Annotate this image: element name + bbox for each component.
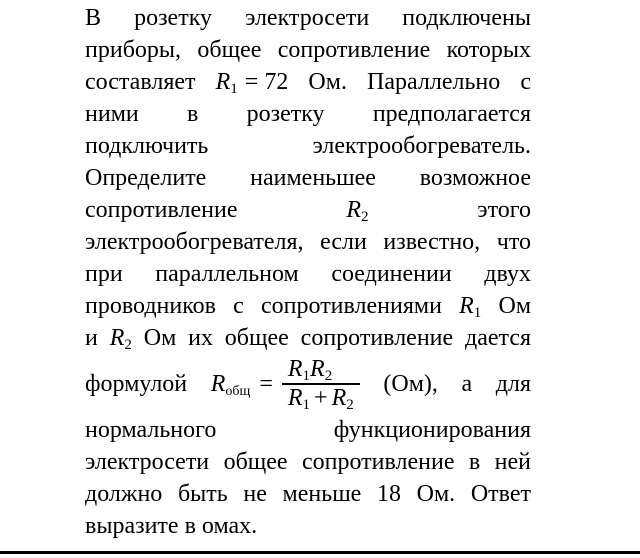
problem-line-4: ними в розетку предполагается: [85, 101, 531, 127]
problem-text: [85, 2, 531, 542]
problem-line-11: [85, 322, 531, 354]
math-subscript: 1: [302, 397, 311, 414]
math-var-r: R: [215, 69, 231, 95]
text-segment: Ом: [498, 293, 531, 319]
problem-line-16: выразите в омах.: [85, 513, 258, 539]
text-segment: формулой: [85, 371, 188, 397]
text-segment: проводников с сопротивлениями: [85, 293, 442, 319]
problem-line-14: электросети общее сопротивление в ней: [85, 449, 531, 475]
parallel-resistance-formula: [211, 356, 360, 412]
problem-line-7: [85, 194, 531, 226]
math-subscript: 1: [230, 81, 238, 98]
formula-r2: [346, 194, 368, 226]
problem-line-9: при параллельном соединении двух: [85, 261, 531, 287]
plus-sign: +: [314, 385, 328, 411]
math-var-r: R: [310, 356, 325, 382]
math-var-r: R: [109, 325, 125, 351]
text-segment: для: [495, 371, 531, 397]
math-var-r: R: [346, 197, 361, 223]
math-subscript: 2: [124, 337, 132, 354]
problem-line-3: [85, 66, 531, 98]
formula-r-total: [211, 368, 251, 400]
math-subscript: 2: [346, 397, 354, 414]
math-var-r: R: [287, 385, 303, 411]
text-segment: составляет: [85, 69, 196, 95]
fraction-numerator: [282, 356, 360, 385]
formula-r1-equals-72: [216, 66, 289, 98]
math-var-r: R: [331, 385, 347, 411]
text-segment: а: [461, 371, 473, 397]
problem-line-15: должно быть не меньше 18 Ом. Ответ: [85, 481, 531, 507]
problem-line-1: В розетку электросети подключены: [85, 5, 531, 31]
math-subscript: 1: [473, 305, 482, 322]
text-segment: Ом их общее сопротивление дается: [143, 325, 531, 351]
math-subscript-obshch: общ: [225, 383, 251, 399]
text-segment: этого: [477, 197, 531, 223]
text-segment: (Ом),: [383, 371, 438, 397]
equals-sign: =: [259, 371, 273, 397]
problem-line-6: Определите наименьшее возможное: [85, 165, 531, 191]
problem-line-2: приборы, общее сопротивление которых: [85, 37, 531, 63]
problem-line-5: подключить электрообогреватель.: [85, 133, 531, 159]
fraction-denominator: [282, 385, 360, 412]
problem-line-13: нормального функционирования: [85, 417, 531, 443]
fraction: [282, 356, 360, 412]
text-segment: и: [85, 325, 98, 351]
math-var-r: R: [210, 371, 226, 397]
problem-line-12-formula: [85, 354, 531, 414]
math-equals-value: = 72: [244, 69, 289, 95]
formula-r2: [110, 322, 132, 354]
bottom-divider: [0, 551, 640, 554]
problem-line-10: [85, 290, 531, 322]
math-var-r: R: [459, 293, 474, 319]
math-var-r: R: [287, 356, 303, 382]
text-segment: сопротивление: [85, 197, 238, 223]
math-subscript: 1: [302, 368, 311, 385]
problem-line-8: электрообогревателя, если известно, что: [85, 229, 531, 255]
formula-r1: [459, 290, 481, 322]
text-segment: Ом. Параллельно с: [308, 69, 531, 95]
math-subscript: 2: [360, 209, 369, 226]
math-subscript: 2: [324, 368, 333, 385]
